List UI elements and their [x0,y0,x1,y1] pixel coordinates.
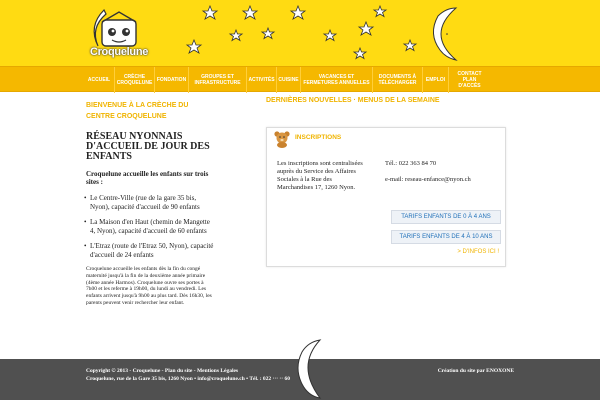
stars-moon-decoration [170,0,600,66]
card-header [267,128,505,148]
footer-address: Croquelune, rue de la Gare 35 bis, 1260 Nyon • info@croquelune.ch • Tél. : 022 ··· ·· 60 [86,376,290,382]
list-item: • Le Centre-Ville (rue de la gare 35 bis, Nyon), capacité d'accueil de 90 enfants [86,194,214,212]
nav-creche[interactable]: CRÈCHE CROQUELUNE [114,67,154,93]
moon-icon [294,338,338,400]
sites-list [86,194,214,260]
news-column [266,96,506,255]
nav-fondation[interactable]: FONDATION [154,67,188,93]
nav-activites[interactable]: ACTIVITÉS [246,67,276,93]
footer-credit[interactable]: Création du site par ENOXONE [437,368,514,374]
opening-details: Croquelune accueille les enfants dès la fin du congé maternité jusqu'à la fin de la deuxième année primaire (4ème année Harmos). Croquelune ouvre ses portes à 7h00 et les referme à 19h00, du lundi au vendredi. Les enfants arrivent jusqu'à 9h00 au plus tard. Dès 16h30, les parents peuvent venir rechercher leur enfant. [86,266,212,306]
nav-emploi[interactable]: EMPLOI [422,67,448,93]
tarifs-0-4-button[interactable]: TARIFS ENFANTS DE 0 À 4 ANS [391,210,501,224]
inscriptions-card [266,127,506,267]
inscription-phone: Tél.: 022 363 84 70 [385,160,437,167]
reseau-heading: RÉSEAU NYONNAIS D'ACCUEIL DE JOUR DES ENFANTS [86,131,210,162]
sites-intro: Croquelune accueille les enfants sur trois sites : [86,170,209,186]
list-item: • L'Etraz (route de l'Etraz 50, Nyon), capacité d'accueil de 24 enfants [86,242,214,260]
nav-cuisine[interactable]: CUISINE [276,67,300,93]
nav-accueil[interactable]: ACCUEIL [87,77,111,83]
welcome-title: BIENVENUE À LA CRÈCHE DU CENTRE CROQUELUNE [86,102,189,120]
main-navigation [0,66,600,92]
more-info-link[interactable]: > D'INFOS ICI ! [457,249,499,255]
card-title: INSCRIPTIONS [295,134,342,141]
logo-wordmark: Croquelune [89,46,149,58]
tarifs-4-10-button[interactable]: TARIFS ENFANTS DE 4 À 10 ANS [391,230,501,244]
nav-documents[interactable]: DOCUMENTS À TÉLÉCHARGER [372,67,422,93]
welcome-column [86,100,214,307]
list-item: • La Maison d'en Haut (chemin de Mangette 4, Nyon), capacité d'accueil de 60 enfants [86,218,214,236]
footer-copyright[interactable]: Copyright © 2013 - Croquelune - Plan du site - Mentions Légales [86,368,239,374]
teddy-bear-icon [273,130,291,148]
site-header [0,0,600,66]
news-title[interactable]: DERNIÈRES NOUVELLES · MENUS DE LA SEMAINE [266,97,440,104]
nav-groupes[interactable]: GROUPES ET INFRASTRUCTURE [188,67,246,93]
inscription-address: Les inscriptions sont centralisées auprès du Service des Affaires Sociales à la Rue des Marchandises 17, 1260 Nyon. [277,160,363,191]
nav-vacances[interactable]: VACANCES ET FERMETURES ANNUELLES [300,67,372,93]
nav-items [84,67,516,93]
inscription-email[interactable]: e-mail: reseau-enfance@nyon.ch [385,176,471,183]
nav-contact[interactable]: CONTACT PLAN D'ACCÈS [448,67,490,93]
